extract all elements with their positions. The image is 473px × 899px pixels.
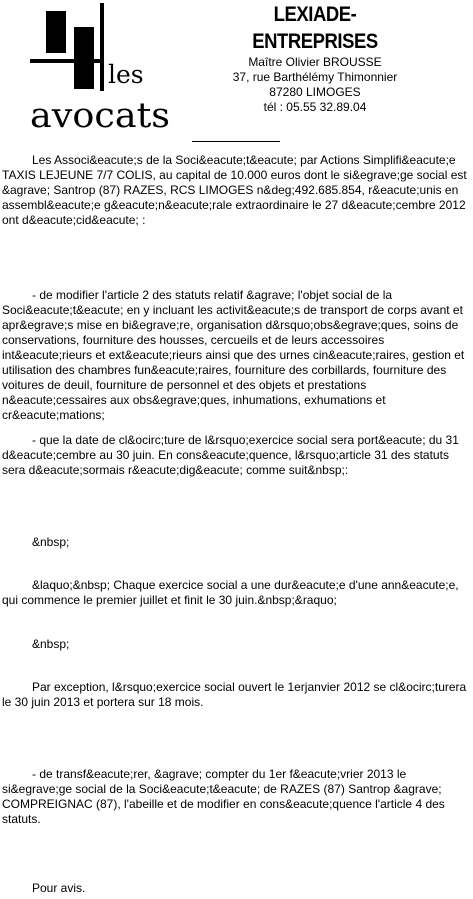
paragraph-transfer: - de transf&eacute;rer, &agrave; compter du 1er f&eacute;vrier 2013 le si&egrave;ge social de la Soci&eacute;t&eacute; de RAZES (87) Santrop &agrave; COMPREIGNAC (87), l'abeille et de modifier en cons&eacute;quence l'article 4 des statuts. — [2, 767, 445, 826]
logo-word-avocats: avocats — [30, 96, 170, 131]
lawyer-name: Maître Olivier BROUSSE — [248, 55, 382, 69]
logo-bar-vertical — [100, 3, 104, 91]
logo-block-bottom — [74, 27, 94, 89]
paragraph-article-2: - de modifier l'article 2 des statuts relatif &agrave; l'objet social de la Soci&eacute;t&eacute; en y incluant les activit&eacute;s de transport de corps avant et apr&egrave;s mise en bi&egrave;re, organisation d&rsquo;obs&egrave;ques, soins de conservations, fourniture des housses, cercueils et de leurs accessoires int&eacute;rieurs et ext&eacute;rieurs ainsi que des urnes cin&eacute;raires, gestion et utilisation des chambres fun&eacute;raires, fourniture des corbillards, fourniture des voitures de deuil, fourniture de personnel et des objets et prestations n&eacute;cessaires aux obs&egrave;ques, inhumations, exhumations et cr&eacute;mations; — [2, 288, 465, 422]
paragraph-closing-date: - que la date de cl&ocirc;ture de l&rsquo;exercice social sera port&eacute; du 31 d&eacute;cembre au 30 juin. En cons&eacute;quence, l&rsquo;article 31 des statuts sera d&eacute;sormais r&eacute;dig&eacute; comme suit&nbsp;: — [2, 433, 459, 477]
logo-block-top — [46, 11, 66, 53]
paragraph-quote: &laquo;&nbsp; Chaque exercice social a une dur&eacute;e d'une ann&eacute;e, qui commence le premier juillet et finit le 30 juin.&nbsp;&raquo; — [2, 578, 459, 607]
paragraph-nbsp-1: &nbsp; — [32, 535, 70, 549]
street-address: 37, rue Barthélémy Thimonnier — [232, 70, 398, 84]
paragraph-exception: Par exception, l&rsquo;exercice social ouvert le 1erjanvier 2012 se cl&ocirc;turera le 30 juin 2013 et portera sur 18 mois. — [2, 680, 467, 709]
logo-bar-horizontal — [30, 59, 102, 63]
postal-city: 87280 LIMOGES — [269, 85, 361, 99]
paragraph-intro: Les Associ&eacute;s de la Soci&eacute;t&eacute; par Actions Simplifi&eacute;e TAXIS LEJEUNE 7/7 COLIS, au capital de 10.000 euros dont le si&egrave;ge social est &agrave; Santrop (87) RAZES, RCS LIMOGES n&deg;492.685.854, r&eacute;unis en assembl&eacute;e g&eacute;n&eacute;rale extraordinaire le 27 d&eacute;cembre 2012 ont d&eacute;cid&eacute; : — [2, 153, 467, 227]
logo-word-les: les — [108, 60, 144, 89]
company-name: LEXIADE-ENTREPRISES — [252, 3, 378, 53]
letterhead — [200, 0, 430, 115]
separator-rule — [192, 141, 280, 142]
les-avocats-logo — [30, 3, 180, 131]
paragraph-pour-avis: Pour avis. — [32, 881, 86, 895]
phone-number: tél : 05.55 32.89.04 — [263, 100, 367, 114]
paragraph-nbsp-2: &nbsp; — [32, 637, 70, 651]
